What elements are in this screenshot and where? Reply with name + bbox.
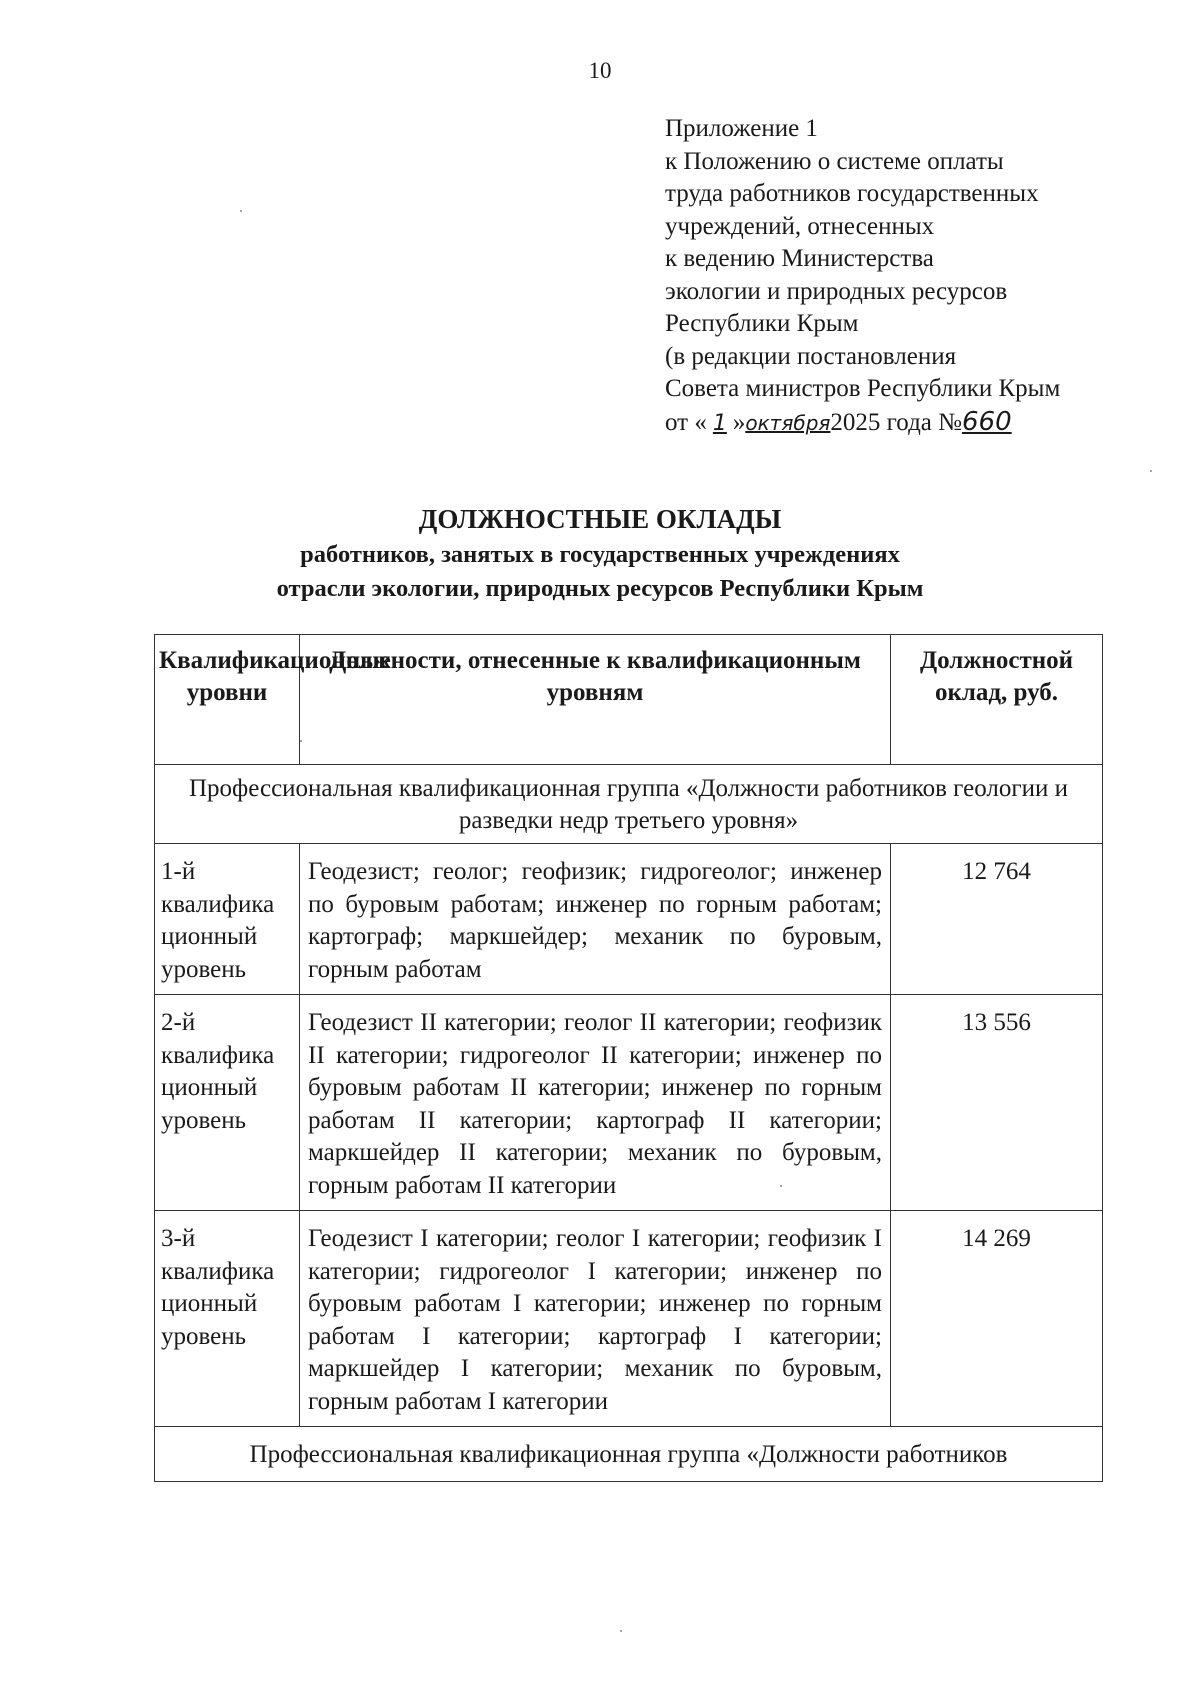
salary-table	[154, 634, 1103, 1482]
salary-cell: 13 556	[891, 995, 1103, 1211]
level-text: уровень	[161, 955, 247, 983]
scan-speck	[780, 1185, 782, 1187]
handwritten-resolution-number: 660	[962, 406, 1012, 437]
handwritten-month: октября	[745, 410, 831, 435]
title-sub-2: отрасли экологии, природных ресурсов Республики Крым	[276, 575, 924, 602]
annex-line: Приложение 1	[665, 115, 818, 142]
date-year-text: 2025 года №	[830, 408, 963, 436]
level-text: 2-й	[161, 1009, 196, 1036]
annex-line: (в редакции постановления	[665, 342, 957, 370]
annex-line: труда работников государственных	[665, 180, 1039, 207]
level-text: уровень	[161, 1322, 247, 1350]
date-mid: »	[732, 408, 746, 436]
salary-cell: 14 269	[891, 1211, 1103, 1427]
scan-speck	[240, 210, 242, 212]
scan-speck	[300, 740, 302, 742]
annex-header	[665, 113, 1185, 440]
annex-line: экологии и природных ресурсов	[665, 277, 1008, 305]
table-header-row	[155, 635, 1103, 765]
table-row	[155, 844, 1103, 995]
annex-line: Республики Крым	[665, 310, 859, 337]
group-row	[155, 765, 1103, 844]
level-text: уровень	[161, 1106, 247, 1134]
group-row	[155, 1427, 1103, 1482]
level-text: квалифика	[161, 1257, 275, 1285]
document-title	[0, 500, 1200, 606]
group-title: Профессиональная квалификационная группа «Должности работников геологии и разведки недр третьего уровня»	[155, 765, 1103, 844]
header-positions: Должности, отнесенные к квалификационным уровням	[300, 635, 891, 765]
positions-cell: Геодезист I категории; геолог I категории; геофизик I категории; гидрогеолог I категории; инженер по буровым работам I категории; инженер по горным работам I категории; картограф I категории; маркшейдер I категории; механик по буровым, горным работам I категории	[300, 1211, 891, 1427]
level-cell	[155, 844, 300, 995]
annex-line: к Положению о системе оплаты	[665, 147, 1004, 175]
table-row	[155, 1211, 1103, 1427]
annex-line: учреждений, отнесенных	[665, 212, 935, 240]
salary-cell: 12 764	[891, 844, 1103, 995]
header-salary: Должностной оклад, руб.	[891, 635, 1103, 765]
handwritten-day: 1	[712, 410, 727, 436]
header-levels: Квалификационные уровни	[155, 635, 300, 765]
page-number: 10	[588, 58, 612, 83]
positions-cell: Геодезист II категории; геолог II категории; геофизик II категории; гидрогеолог II категории; инженер по буровым работам II категории; инженер по горным работам II категории; картограф II категории; маркшейдер II категории; механик по буровым, горным работам II категории	[300, 995, 891, 1211]
level-text: ционный	[161, 923, 258, 950]
date-prefix: от «	[665, 408, 707, 436]
annex-line: Совета министров Республики Крым	[665, 375, 1061, 402]
table-row	[155, 995, 1103, 1211]
level-text: 1-й	[161, 858, 196, 885]
level-text: 3-й	[161, 1225, 196, 1252]
level-text: ционный	[161, 1290, 258, 1317]
title-main: ДОЛЖНОСТНЫЕ ОКЛАДЫ	[418, 504, 782, 534]
group-title: Профессиональная квалификационная группа «Должности работников	[155, 1427, 1103, 1482]
resolution-date-line	[665, 406, 1185, 441]
scan-speck	[1150, 470, 1152, 472]
level-cell	[155, 995, 300, 1211]
level-text: квалифика	[161, 1041, 275, 1069]
level-text: квалифика	[161, 890, 275, 918]
level-text: ционный	[161, 1074, 258, 1101]
positions-cell: Геодезист; геолог; геофизик; гидрогеолог; инженер по буровым работам; инженер по горным работам; картограф; маркшейдер; механик по буровым, горным работам	[300, 844, 891, 995]
scan-speck	[620, 1630, 622, 1632]
level-cell	[155, 1211, 300, 1427]
annex-line: к ведению Министерства	[665, 245, 934, 272]
title-sub-1: работников, занятых в государственных учреждениях	[300, 541, 900, 568]
